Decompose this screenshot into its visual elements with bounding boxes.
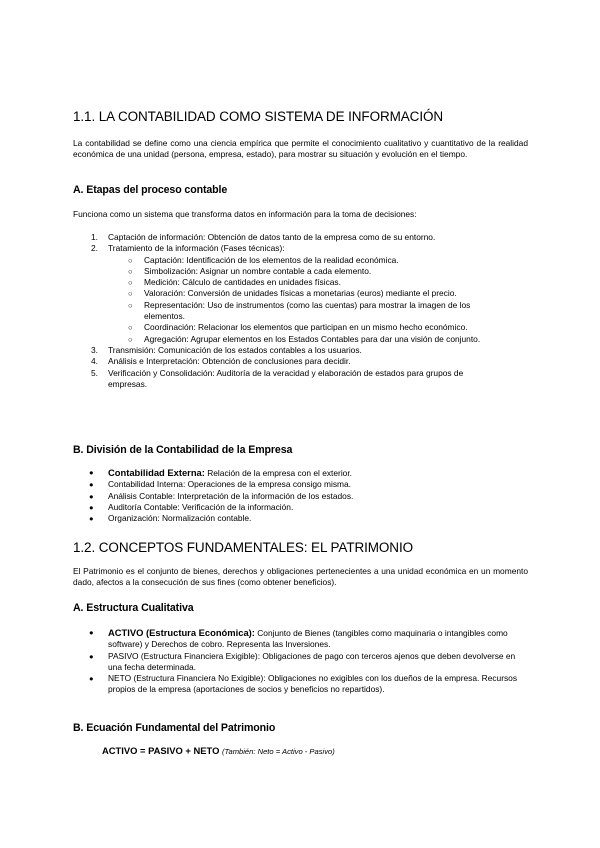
list-item-number: 4. [91,356,98,367]
list-item [73,356,528,367]
list-item-text: Relación de la empresa con el exterior. [204,468,352,478]
subsection-a-heading: A. Etapas del proceso contable [73,184,228,196]
section-2-intro: El Patrimonio es el conjunto de bienes, derechos y obligaciones pertenecientes a una unidad económica en un momento dado, afectos a la consecución de sus fines (como obtener beneficios). [73,566,528,588]
sub-list-item: ○ Valoración: Conversión de unidades físicas a monetarias (euros) mediante el precio. [73,288,528,299]
section-2-title: 1.2. CONCEPTOS FUNDAMENTALES: EL PATRIMONIO [73,540,414,555]
technical-phases-list [73,255,528,345]
list-item-number: 1. [91,232,98,242]
sub-list-item: ○ Simbolización: Asignar un nombre contable a cada elemento. [73,266,528,277]
list-item [73,243,528,254]
structure-heading: A. Estructura Cualitativa [73,602,194,614]
subsection-b-heading: B. División de la Contabilidad de la Empresa [73,444,293,456]
equation-note: (También: Neto = Activo - Pasivo) [222,747,335,756]
list-item [73,368,528,391]
sub-list-item: ○ Coordinación: Relacionar los elementos que participan en un mismo hecho económico. [73,322,528,333]
list-item-text: Verificación y Consolidación: Auditoría de la veracidad y elaboración de estados para grupos de empresas. [108,367,464,389]
list-item-text: Tratamiento de la información (Fases técnicas): [108,243,285,254]
list-item: ● Auditoría Contable: Verificación de la información. [73,502,528,513]
division-list [73,467,528,524]
stages-list [73,232,528,390]
equation-heading: B. Ecuación Fundamental del Patrimonio [73,722,276,734]
sub-list-item: ○ Representación: Uso de instrumentos (como las cuentas) para mostrar la imagen de los elementos. [73,300,528,323]
list-item [73,232,528,243]
list-item: ● Análisis Contable: Interpretación de la información de los estados. [73,491,528,502]
list-item [73,345,528,356]
list-item-text: Análisis e Interpretación: Obtención de conclusiones para decidir. [108,356,351,367]
list-item-label: Contabilidad Externa: [108,467,205,478]
list-item-number: 5. [91,367,98,378]
list-item: ● NETO (Estructura Financiera No Exigible): Obligaciones no exigibles con los dueños de la empresa. Recursos propios de la empresa (aportaciones de socios y beneficios no repartidos). [73,673,528,696]
list-item-number: 2. [91,243,98,254]
equation-formula: ACTIVO = PASIVO + NETO [102,745,220,756]
list-item-number: 3. [91,344,98,355]
subsection-a-intro: Funciona como un sistema que transforma datos en información para la toma de decisiones: [73,209,417,219]
section-1-intro: La contabilidad se define como una ciencia empírica que permite el conocimiento cualitativo y cuantitativo de la realidad económica de una unidad (persona, empresa, estado), para mostrar su situación y evolución en el tiempo. [73,138,528,160]
list-item [73,467,528,479]
list-item [73,627,528,651]
list-item: ● Contabilidad Interna: Operaciones de la empresa consigo misma. [73,479,528,490]
section-1-title: 1.1. LA CONTABILIDAD COMO SISTEMA DE INFORMACIÓN [73,109,444,124]
list-item-text: Transmisión: Comunicación de los estados contables a los usuarios. [108,344,362,355]
list-item-label: ACTIVO (Estructura Económica): [108,627,255,638]
list-item-text: Conjunto de Bienes (tangibles como maquinaria o intangibles como software) y Derechos de cobro. Representa las Inversiones. [108,628,508,650]
equation [102,745,335,756]
sub-list-item: ○ Medición: Cálculo de cantidades en unidades físicas. [73,277,528,288]
list-item-text: Captación de información: Obtención de datos tanto de la empresa como de su entorno. [108,232,436,242]
list-item: ● PASIVO (Estructura Financiera Exigible): Obligaciones de pago con terceros ajenos que deben devolverse en una fecha determinada. [73,651,528,674]
list-item: ● Organización: Normalización contable. [73,513,528,524]
structure-list [73,627,528,696]
sub-list-item: ○ Captación: Identificación de los elementos de la realidad económica. [73,255,528,266]
sub-list-item: ○ Agregación: Agrupar elementos en los Estados Contables para dar una visión de conjunto. [73,334,528,345]
